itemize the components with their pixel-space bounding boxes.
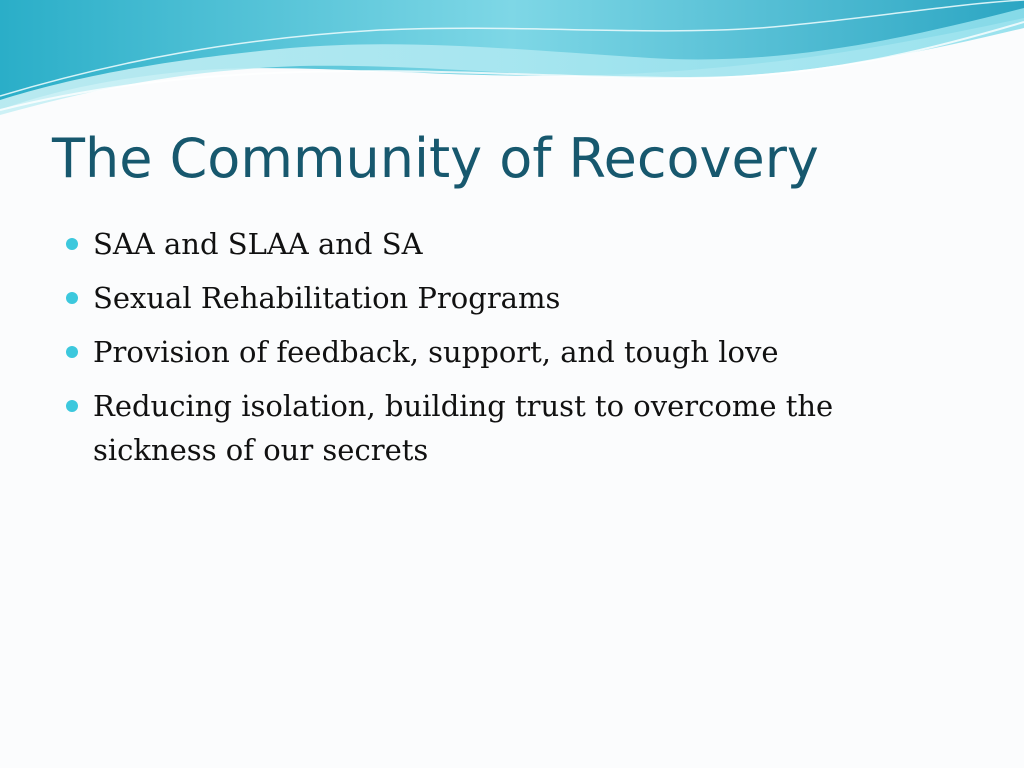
bullet-dot-icon bbox=[66, 238, 78, 250]
bullet-item bbox=[62, 222, 942, 266]
header-wave-decoration bbox=[0, 0, 1024, 140]
bullet-text: Provision of feedback, support, and tough love bbox=[93, 335, 779, 369]
bullet-item bbox=[62, 276, 942, 320]
bullet-item bbox=[62, 330, 942, 374]
bullet-list bbox=[62, 222, 942, 482]
slide-title: The Community of Recovery bbox=[52, 127, 819, 190]
bullet-text: Sexual Rehabilitation Programs bbox=[93, 281, 561, 315]
bullet-dot-icon bbox=[66, 346, 78, 358]
bullet-text: Reducing isolation, building trust to overcome the sickness of our secrets bbox=[93, 389, 834, 467]
bullet-item bbox=[62, 384, 942, 472]
bullet-dot-icon bbox=[66, 292, 78, 304]
bullet-dot-icon bbox=[66, 400, 78, 412]
bullet-text: SAA and SLAA and SA bbox=[93, 227, 423, 261]
